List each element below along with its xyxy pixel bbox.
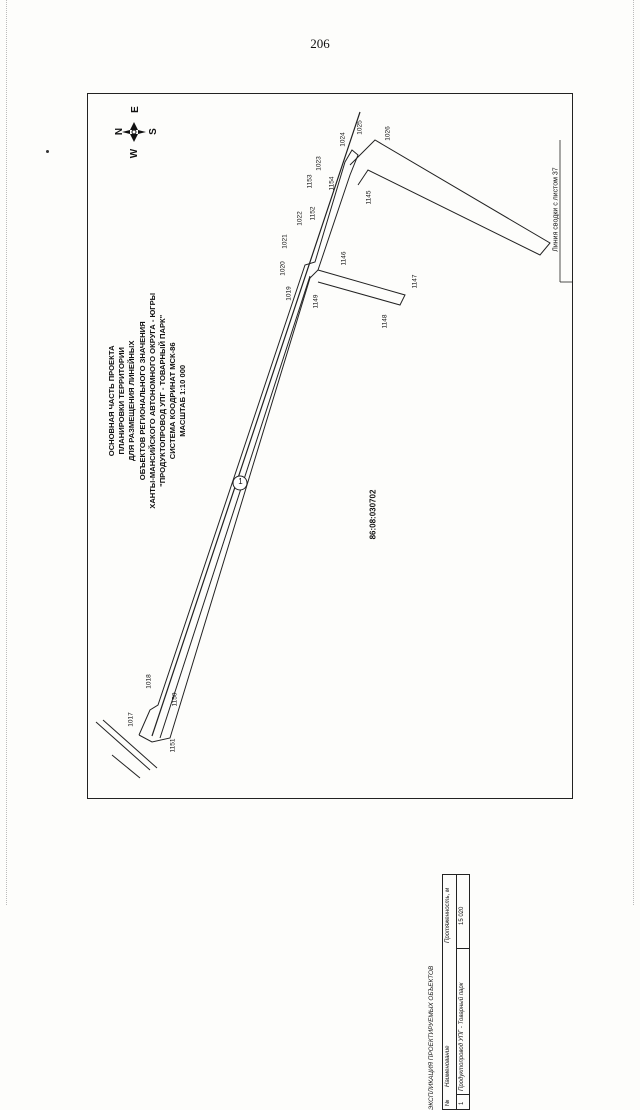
legend-row-length: 15 020 [459, 906, 465, 925]
point-label-1019: 1019 [285, 286, 293, 301]
point-label-1145: 1145 [365, 190, 373, 205]
legend-row-name: Продуктопровод УПГ - Товарный парк [459, 982, 465, 1091]
title-line: ДЛЯ РАЗМЕЩЕНИЯ ЛИНЕЙНЫХ [127, 340, 137, 462]
legend-header-length: Протяженность, м [445, 887, 451, 943]
map-title-block [107, 261, 189, 541]
compass-east-label: E [129, 106, 141, 113]
title-line: ХАНТЫ-МАНСИЙСКОГО АВТОНОМНОГО ОКРУГА - ЮГРЫ [148, 292, 157, 509]
legend-explication [320, 640, 478, 1110]
point-label-1154: 1154 [328, 176, 336, 191]
compass-west-label: W [129, 148, 141, 159]
point-label-1146: 1146 [340, 251, 348, 266]
point-label-1148: 1148 [381, 314, 389, 329]
title-line: ОСНОВНАЯ ЧАСТЬ ПРОЕКТА [107, 345, 117, 457]
title-line: ПЛАНИРОВКИ ТЕРРИТОРИИ [117, 347, 127, 455]
title-line: "ПРОДУКТОПРОВОД УПГ - ТОВАРНЫЙ ПАРК" [158, 314, 168, 487]
point-label-1021: 1021 [281, 234, 289, 249]
compass-south-label: S [147, 128, 159, 135]
title-line: ОБЪЕКТОВ РЕГИОНАЛЬНОГО ЗНАЧЕНИЯ [137, 321, 147, 481]
point-label-1024: 1024 [339, 132, 347, 147]
point-label-1022: 1022 [296, 211, 304, 226]
compass-rose-icon [122, 122, 146, 142]
point-label-1153: 1153 [306, 174, 314, 189]
page-number: 206 [310, 36, 330, 51]
point-label-1017: 1017 [127, 712, 135, 727]
legend-row-num: 1 [459, 1101, 465, 1105]
point-label-1147: 1147 [411, 274, 419, 289]
legend-title: ЭКСПЛИКАЦИЯ ПРОЕКТИРУЕМЫХ ОБЪЕКТОВ [428, 965, 435, 1110]
point-label-1026: 1026 [384, 126, 392, 141]
point-label-1152: 1152 [309, 206, 317, 221]
road-line-3 [112, 755, 140, 778]
point-label-1150: 1150 [171, 692, 179, 707]
road-line-2 [103, 720, 157, 768]
title-line: СИСТЕМА КООДРИНАТ МСК-86 [168, 342, 178, 460]
point-label-1020: 1020 [279, 261, 287, 276]
compass-north-label: N [114, 127, 126, 136]
branch-upper [350, 140, 550, 255]
point-label-1025: 1025 [356, 120, 364, 135]
legend-header-num: № [445, 1099, 451, 1106]
point-label-1149: 1149 [312, 294, 320, 309]
point-label-1023: 1023 [315, 156, 323, 171]
branch-lower [318, 270, 405, 305]
legend-header-name: Наименование [445, 1045, 451, 1087]
point-label-1018: 1018 [145, 674, 153, 689]
point-label-1151: 1151 [169, 738, 177, 753]
cadastral-block-number: 86:08:030702 [368, 489, 378, 540]
object-number-label: 1 [238, 477, 243, 486]
title-line: МАСШТАБ 1:10 000 [178, 364, 188, 437]
match-line-label: Линия сводки с листом 37 [552, 167, 560, 252]
